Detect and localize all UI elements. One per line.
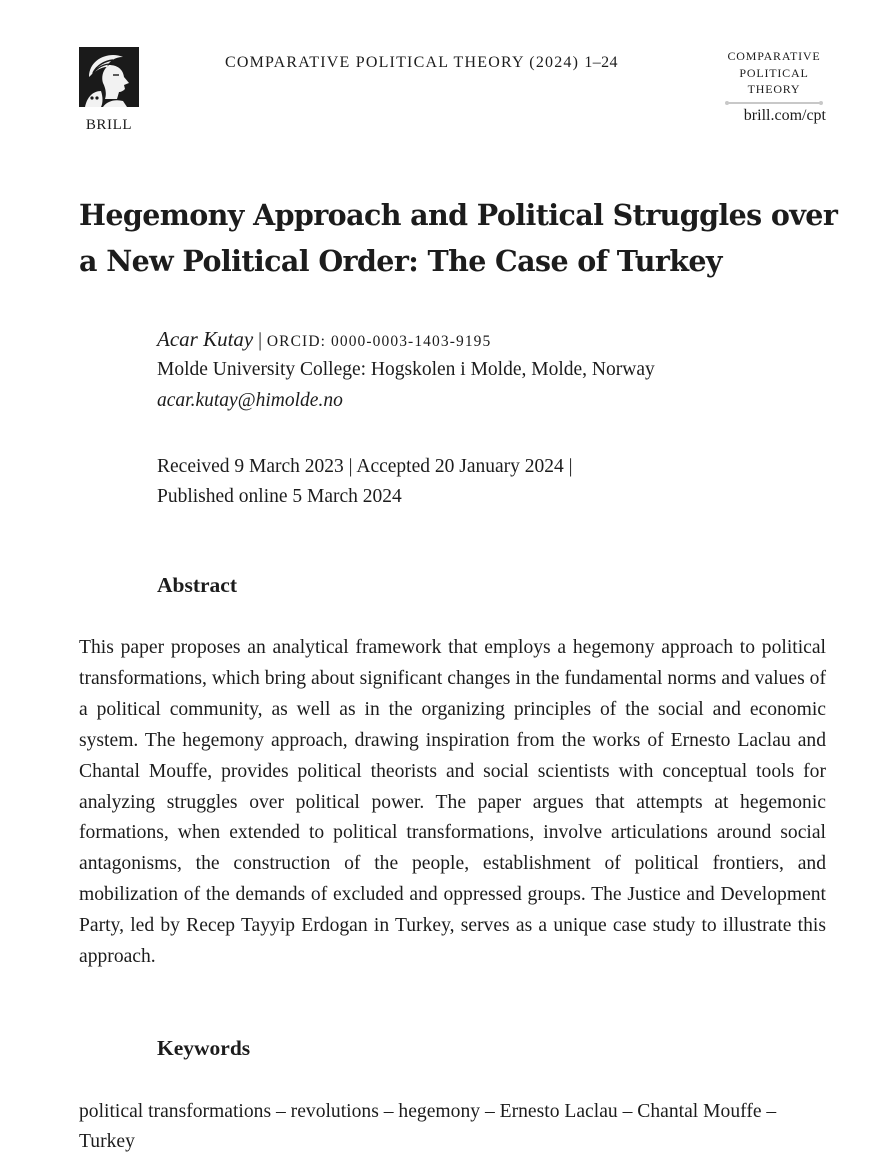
- running-head-pages: 1–24: [584, 54, 618, 71]
- keywords-heading: Keywords: [157, 1036, 251, 1060]
- author-line: [157, 327, 837, 352]
- abstract-heading: Abstract: [157, 573, 238, 597]
- received-accepted-dates: Received 9 March 2023 | Accepted 20 January 2024 |: [157, 456, 573, 477]
- article-title: Hegemony Approach and Political Struggles over a New Political Order: The Case of Turkey: [79, 198, 838, 278]
- publication-dates: [157, 452, 837, 511]
- orcid-link[interactable]: ORCID: 0000-0003-1403-9195: [266, 333, 492, 350]
- publisher-name: BRILL: [85, 117, 133, 133]
- journal-url-link[interactable]: brill.com/cpt: [743, 107, 826, 124]
- author-affiliation: Molde University College: Hogskolen i Molde, Molde, Norway: [157, 359, 655, 380]
- abstract-text: This paper proposes an analytical framework that employs a hegemony approach to political transformations, which bring about significant changes in the fundamental norms and values of a political community, as well as in the organizing principles of the social and economic system. The hegemony approach, drawing inspiration from the works of Ernesto Laclau and Chantal Mouffe, provides political theorists and social scientists with conceptual tools for analyzing struggles over political power. The paper argues that attempts at hegemonic formations, when extended to political transformations, involve articulations around social antagonisms, the construction of the people, establishment of political frontiers, and mobilization of the demands of excluded and oppressed groups. The Justice and Development Party, led by Recep Tayyip Erdogan in Turkey, serves as a unique case study to illustrate this approach.: [79, 637, 826, 968]
- athena-helmet-icon: [79, 47, 139, 107]
- author-separator: |: [253, 330, 267, 351]
- journal-badge-rule: [727, 102, 821, 104]
- running-head-journal: COMPARATIVE POLITICAL THEORY (2024): [225, 54, 580, 71]
- running-head: [225, 54, 665, 72]
- brill-logo: [79, 47, 139, 107]
- author-email-link[interactable]: acar.kutay@himolde.no: [157, 390, 343, 411]
- journal-badge-line1: COMPARATIVE: [727, 49, 821, 63]
- journal-badge-line3: THEORY: [747, 82, 801, 96]
- keywords-text: political transformations – revolutions – hegemony – Ernesto Laclau – Chantal Mouffe – Turkey: [79, 1101, 777, 1152]
- journal-badge: [722, 48, 826, 104]
- author-name: Acar Kutay: [157, 327, 254, 351]
- journal-badge-line2: POLITICAL: [739, 65, 809, 80]
- published-online-date: Published online 5 March 2024: [157, 485, 402, 507]
